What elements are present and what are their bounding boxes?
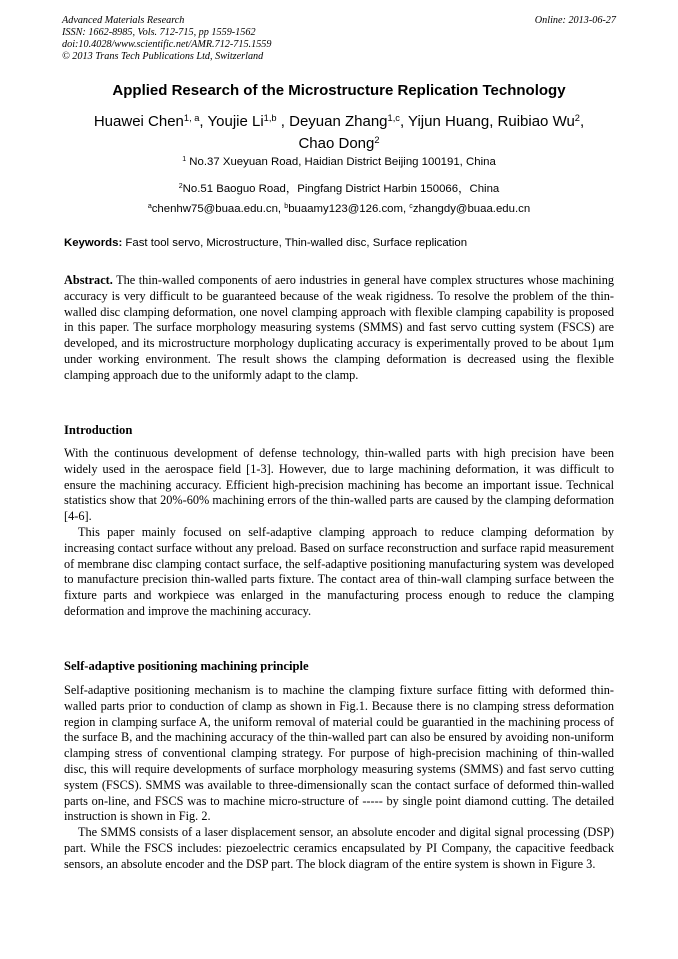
- issn-line: ISSN: 1662-8985, Vols. 712-715, pp 1559-1562: [62, 27, 256, 38]
- keywords-label: Keywords:: [64, 237, 123, 249]
- email-link[interactable]: zhangdy@buaa.edu.cn: [412, 203, 531, 215]
- author: Huawei Chen$^{1, a}$,: [93, 112, 208, 130]
- keywords: [64, 237, 624, 249]
- doi-line: doi:10.4028/www.scientific.net/AMR.712-715.1559: [62, 39, 272, 50]
- journal-header: [62, 15, 616, 63]
- paragraph: This paper mainly focused on self-adaptive clamping approach to reduce clamping deformation by increasing contact surface without any preload. Based on surface reconstruction and surface rapid measurement of membrane disc clamping contact surface, the self-adaptive positioning manufacturing system was developed to manufacture precision thin-walled parts fixture. The contact area of thin-wall clamping surface between the fixture parts and workpiece was enlarged in the manufacturing process enough to reduce the clamping deformation and improve the machining accuracy.: [64, 524, 614, 618]
- author: Chao Dong$^2$: [298, 134, 380, 152]
- author: Youjie Li$^{1,b}$ ,: [207, 112, 290, 130]
- author-list: [50, 111, 628, 155]
- email-link[interactable]: chenhw75@buaa.edu.cn,: [151, 203, 285, 215]
- self-adaptive-body: [64, 683, 614, 873]
- affiliation-2: $^2$No.51 Baoguo Road，Pingfang District Harbin 150066，China: [178, 183, 500, 195]
- paper-title: Applied Research of the Microstructure Replication Technology: [112, 82, 566, 99]
- author: Ruibiao Wu$^2$,: [497, 112, 585, 130]
- abstract: [64, 273, 614, 384]
- abstract-label: Abstract.: [64, 273, 113, 287]
- introduction-body: [64, 446, 614, 620]
- paragraph: The SMMS consists of a laser displacement sensor, an absolute encoder and digital signal processing (DSP) part. While the FSCS includes: piezoelectric ceramics encapsulated by PI Company, the capacitive feedback sensors, an absolute encoder and the DSP part. The block diagram of the entire system is shown in Figure 3.: [64, 825, 614, 871]
- email-link[interactable]: buaamy123@126.com,: [288, 203, 410, 215]
- section-heading-introduction: Introduction: [64, 423, 133, 437]
- section-heading-self-adaptive: Self-adaptive positioning machining principle: [64, 659, 309, 673]
- keywords-text: Fast tool servo, Microstructure, Thin-walled disc, Surface replication: [122, 237, 468, 249]
- affiliation-1: $^1$ No.37 Xueyuan Road, Haidian District Beijing 100191, China: [182, 156, 496, 168]
- author: Yijun Huang,: [408, 113, 498, 130]
- copyright-line: © 2013 Trans Tech Publications Ltd, Switzerland: [62, 51, 264, 62]
- paragraph: Self-adaptive positioning mechanism is to machine the clamping fixture surface fitting with deformed thin-walled parts prior to conduction of clamp as shown in Fig.1. Because there is no clamping stress deformation region in clamping surface A, the uniform removal of material could be guarantied in the machining process of the surface B, and the machining accuracy of the thin-walled part can also be ensured by avoiding non-uniform clamping stress of conventional clamping strategy. For purpose of high-precision machining of thin-walled disc, this will require developments of surface morphology measuring systems (SMMS) and fast servo cutting system (FSCS). SMMS was available to three-dimensionally scan the contact surface of deformed thin-walled parts on-line, and FSCS was to machine micro-structure of ----- by single point diamond cutting. The detailed instruction is shown in Fig. 2.: [64, 683, 614, 824]
- author-emails: $^a$chenhw75@buaa.edu.cn, $^b$buaamy123@126.com, $^c$zhangdy@buaa.edu.cn: [147, 203, 531, 215]
- journal-name: Advanced Materials Research: [62, 15, 185, 26]
- author: Deyuan Zhang$^{1,c}$,: [289, 112, 409, 130]
- paragraph: With the continuous development of defense technology, thin-walled parts with high precision have been widely used in the aerospace field [1-3]. However, due to large machining deformation, it was difficult to ensure the machining accuracy. Efficient high-precision machining has become an important issue. Technical statistics show that 20%-60% machining errors of the thin-walled parts are caused by the clamping deformation [4-6].: [64, 446, 614, 524]
- online-date: Online: 2013-06-27: [534, 15, 616, 26]
- abstract-text: The thin-walled components of aero industries in general have complex structures whose machining accuracy is very difficult to be guaranteed because of the weak rigidness. To resolve the problem of the thin-walled disc clamping deformation, one novel clamping approach with flexible clamping capability is proposed in this paper. The surface morphology measuring systems (SMMS) and fast servo cutting system (FSCS) are developed, and its microstructure morphology duplicating accuracy is experimentally proved to be about 1μm under working environment. The result shows the clamping deformation is decreased using the flexible clamping approach due to the uniformly adapt to the clamp.: [64, 273, 614, 382]
